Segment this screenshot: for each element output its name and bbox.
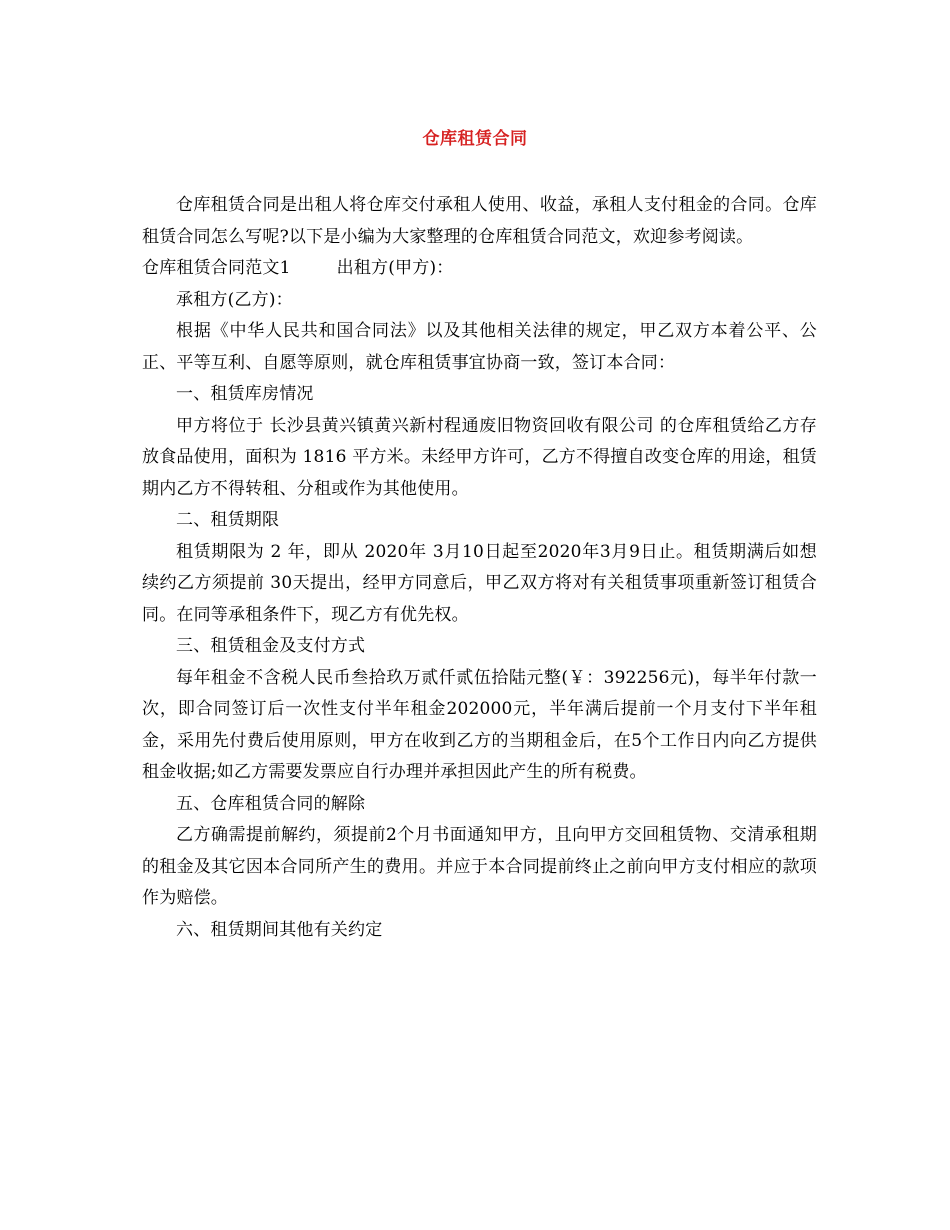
document-title: 仓库租赁合同	[422, 129, 528, 149]
section-3-heading: 三、租赁租金及支付方式	[176, 636, 366, 656]
section-2-text: 租赁期限为 2 年，即从 2020年 3月10日起至2020年3月9日止。租赁期满后如想续约乙方须提前 30天提出，经甲方同意后，甲乙双方将对有关租赁事项重新签订租赁合同。在同等承租条件下，现乙方有优先权。	[142, 541, 817, 625]
section-2-heading: 二、租赁期限	[176, 510, 280, 530]
section-1-heading: 一、租赁库房情况	[176, 384, 314, 404]
section-3-text: 每年租金不含税人民币叁拾玖万贰仟贰伍拾陆元整(￥：392256元)，每半年付款一次，即合同签订后一次性支付半年租金202000元，半年满后提前一个月支付下半年租金，采用先付费后使用原则，甲方在收到乙方的当期租金后，在5个工作日内向乙方提供租金收据;如乙方需要发票应自行办理并承担因此产生的所有税费。	[142, 667, 817, 782]
sample-heading-line	[142, 253, 817, 285]
lessor-label: 出租方(甲方)：	[336, 258, 454, 278]
lessee-label: 承租方(乙方)：	[176, 289, 293, 310]
section-5-heading: 五、仓库租赁合同的解除	[176, 793, 366, 814]
intro-paragraph: 仓库租赁合同是出租人将仓库交付承租人使用、收益，承租人支付租金的合同。仓库租赁合同怎么写呢?以下是小编为大家整理的仓库租赁合同范文，欢迎参考阅读。	[142, 195, 817, 247]
section-6-heading: 六、租赁期间其他有关约定	[176, 919, 383, 940]
section-1-text: 甲方将位于 长沙县黄兴镇黄兴新村程通废旧物资回收有限公司 的仓库租赁给乙方存放食品使用，面积为 1816 平方米。未经甲方许可，乙方不得擅自改变仓库的用途，租赁期内乙方不得转租、分租或作为其他使用。	[142, 415, 817, 499]
sample-heading: 仓库租赁合同范文1	[142, 258, 291, 278]
document-body	[142, 190, 817, 946]
preamble-paragraph: 根据《中华人民共和国合同法》以及其他相关法律的规定，甲乙双方本着公平、公正、平等互利、自愿等原则，就仓库租赁事宜协商一致，签订本合同：	[142, 321, 817, 373]
section-5-text: 乙方确需提前解约，须提前2个月书面通知甲方，且向甲方交回租赁物、交清承租期的租金及其它因本合同所产生的费用。并应于本合同提前终止之前向甲方支付相应的款项作为赔偿。	[142, 825, 817, 908]
